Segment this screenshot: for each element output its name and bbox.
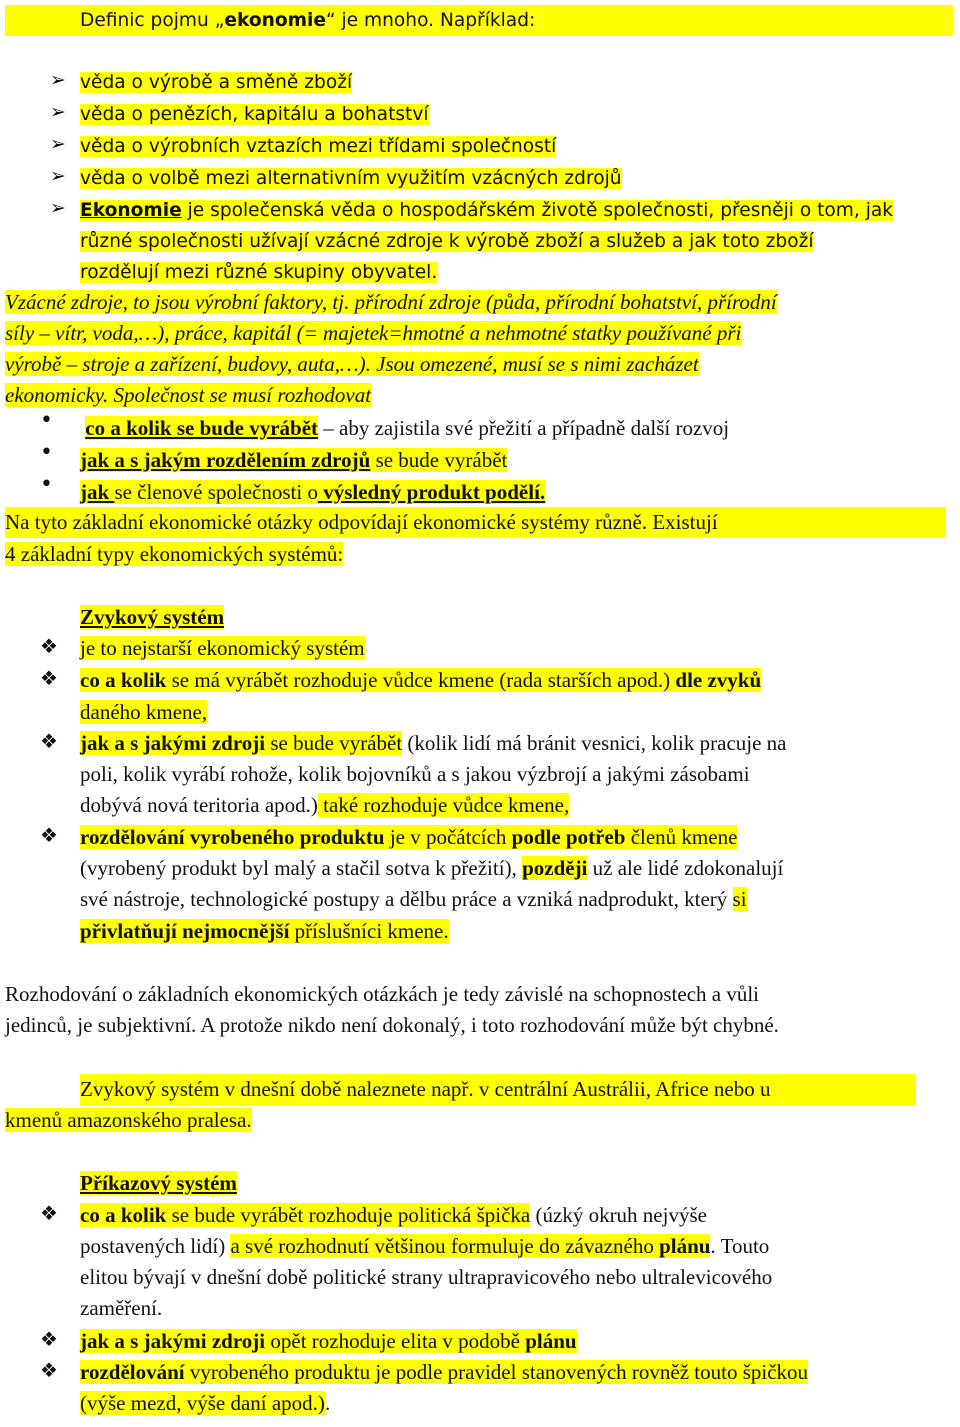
command-bullet-distribution-cont: (výše mezd, výše daní apod.). xyxy=(80,1391,331,1415)
custom-bullet-distribution-cont-3: přivlatňují nejmocnější příslušníci kmene. xyxy=(80,919,449,943)
definition-item: věda o volbě mezi alternativním využitím vzácných zdrojů xyxy=(80,168,622,189)
scarce-resources-line-4: ekonomicky. Společnost se musí rozhodovat xyxy=(5,383,372,407)
custom-bullet-how-cont-2: dobývá nová teritoria apod.) také rozhoduje vůdce kmene, xyxy=(80,793,570,817)
diamond-bullet-icon: ❖ xyxy=(40,823,58,847)
custom-bullet-how: jak a s jakými zdroji se bude vyrábět (kolik lidí má bránit vesnici, kolik pracuje na xyxy=(80,731,787,755)
economy-definition-line-2: různé společnosti užívají vzácné zdroje k výrobě zboží a služeb a jak toto zboží xyxy=(80,231,814,252)
custom-bullet-oldest: je to nejstarší ekonomický systém xyxy=(80,636,365,660)
question-item-how: jak a s jakým rozdělením zdrojů se bude vyrábět xyxy=(80,448,508,472)
intro-line: Definic pojmu „ekonomie“ je mnoho. Například: xyxy=(80,10,536,31)
diamond-bullet-icon: ❖ xyxy=(40,729,58,753)
today-line-2: kmenů amazonského pralesa. xyxy=(5,1108,252,1132)
arrow-bullet-icon: ➢ xyxy=(50,197,66,219)
scarce-resources-line-3: výrobě – stroje a zařízení, budovy, auta,…). Jsou omezené, musí se s nimi zacházet xyxy=(5,352,699,376)
diamond-bullet-icon: ❖ xyxy=(40,634,58,658)
systems-intro-line-2: 4 základní typy ekonomických systémů: xyxy=(5,542,344,566)
definition-item: věda o výrobě a směně zboží xyxy=(80,72,353,93)
custom-bullet-distribution: rozdělování vyrobeného produktu je v počátcích podle potřeb členů kmene xyxy=(80,825,738,849)
command-bullet-how: jak a s jakými zdroji opět rozhoduje elita v podobě plánu xyxy=(80,1329,577,1353)
diamond-bullet-icon: ❖ xyxy=(40,1358,58,1382)
command-bullet-what-cont-2: elitou bývají v dnešní době politické strany ultrapravicového nebo ultralevicového xyxy=(80,1265,773,1289)
systems-intro-line-1: Na tyto základní ekonomické otázky odpovídají ekonomické systémy různě. Existují xyxy=(5,510,718,534)
custom-bullet-distribution-cont-2: své nástroje, technologické postupy a dělbu práce a vzniká nadprodukt, který si xyxy=(80,887,747,911)
scarce-resources-line-1: Vzácné zdroje, to jsou výrobní faktory, tj. přírodní zdroje (půda, přírodní bohatství, přírodní xyxy=(5,290,777,314)
command-system-title: Příkazový systém xyxy=(80,1171,237,1195)
diamond-bullet-icon: ❖ xyxy=(40,1327,58,1351)
command-bullet-distribution: rozdělování vyrobeného produktu je podle pravidel stanovených rovněž touto špičkou xyxy=(80,1360,809,1384)
definition-item: věda o výrobních vztazích mezi třídami společností xyxy=(80,136,557,157)
dot-bullet-icon: • xyxy=(40,472,53,497)
decision-line-2: jedinců, je subjektivní. A protože nikdo není dokonalý, i toto rozhodování může být chybné. xyxy=(5,1013,779,1037)
scarce-resources-line-2: síly – vítr, voda,…), práce, kapitál (= majetek=hmotné a nehmotné statky používané při xyxy=(5,321,742,345)
arrow-bullet-icon: ➢ xyxy=(50,165,66,187)
dot-bullet-icon: • xyxy=(40,440,53,465)
arrow-bullet-icon: ➢ xyxy=(50,133,66,155)
economy-definition-line-1: Ekonomie je společenská věda o hospodářském životě společnosti, přesněji o tom, jak xyxy=(80,200,894,221)
custom-bullet-what: co a kolik se má vyrábět rozhoduje vůdce kmene (rada starších apod.) dle zvyků xyxy=(80,668,762,692)
command-bullet-what-cont-1: postavených lidí) a své rozhodnutí většinou formuluje do závazného plánu. Touto xyxy=(80,1234,770,1258)
question-item-what: co a kolik se bude vyrábět – aby zajistila své přežití a případně další rozvoj xyxy=(85,416,730,440)
command-bullet-what-cont-3: zaměření. xyxy=(80,1296,163,1320)
arrow-bullet-icon: ➢ xyxy=(50,101,66,123)
command-bullet-what: co a kolik se bude vyrábět rozhoduje politická špička (úzký okruh nejvýše xyxy=(80,1203,707,1227)
decision-line-1: Rozhodování o základních ekonomických otázkách je tedy závislé na schopnostech a vůli xyxy=(5,982,760,1006)
today-line-1: Zvykový systém v dnešní době naleznete např. v centrální Austrálii, Africe nebo u xyxy=(80,1077,771,1101)
dot-bullet-icon: • xyxy=(40,408,53,433)
definition-item: věda o penězích, kapitálu a bohatství xyxy=(80,104,429,125)
diamond-bullet-icon: ❖ xyxy=(40,666,58,690)
arrow-bullet-icon: ➢ xyxy=(50,69,66,91)
custom-bullet-how-cont-1: poli, kolik vyrábí rohože, kolik bojovníků a s jakou výzbrojí a jakými zásobami xyxy=(80,762,750,786)
diamond-bullet-icon: ❖ xyxy=(40,1201,58,1225)
custom-bullet-what-cont: daného kmene, xyxy=(80,700,208,724)
question-item-distribution: jak se členové společnosti o výsledný produkt podělí. xyxy=(80,480,546,504)
custom-system-title: Zvykový systém xyxy=(80,605,225,629)
economy-definition-line-3: rozdělují mezi různé skupiny obyvatel. xyxy=(80,262,438,283)
custom-bullet-distribution-cont-1: (vyrobený produkt byl malý a stačil sotva k přežití), později už ale lidé zdokonalují xyxy=(80,856,784,880)
